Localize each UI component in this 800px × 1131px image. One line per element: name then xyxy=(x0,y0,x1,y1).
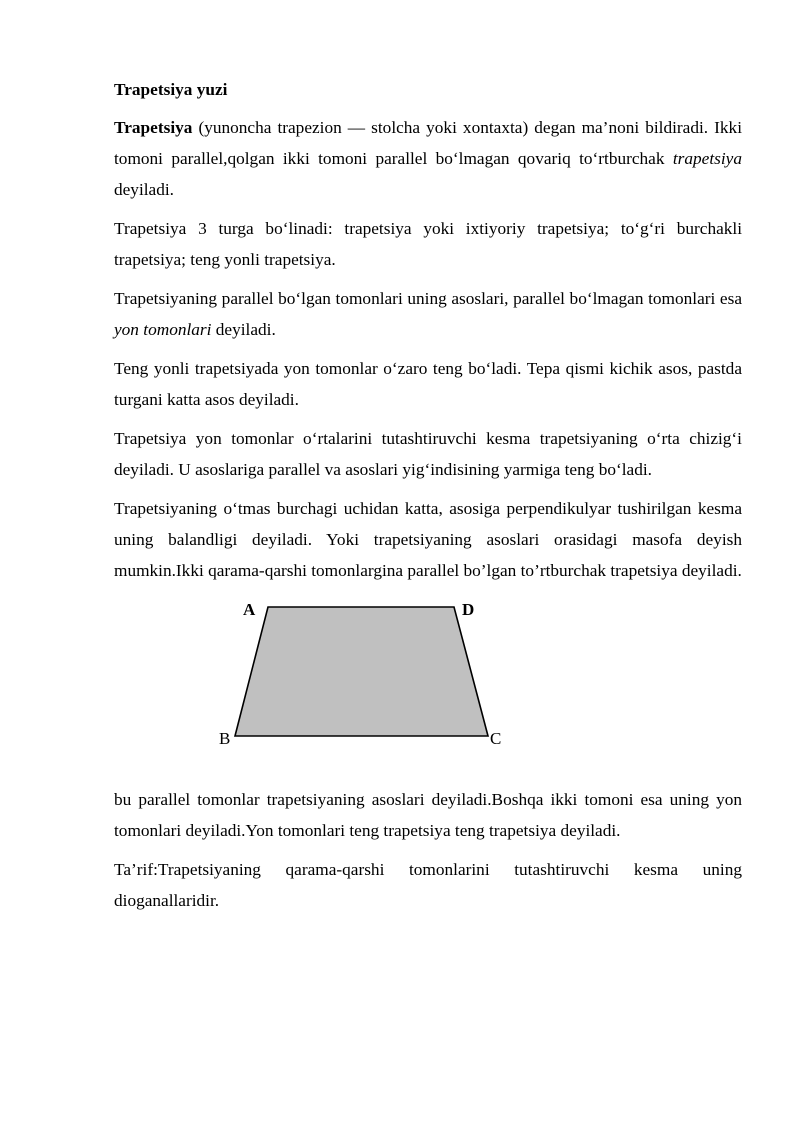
definition-text: (yunoncha trapezion — stolcha yoki xontaxta) degan ma’noni bildiradi. Ikki tomoni parallel,qolgan ikki tomoni parallel bo‘lmagan qovariq to‘rtburchak xyxy=(114,118,742,168)
italic-term-trapetsiya: trapetsiya xyxy=(672,149,742,168)
paragraph-bases: bu parallel tomonlar trapetsiyaning asoslari deyiladi.Boshqa ikki tomoni esa uning yon tomonlari deyiladi.Yon tomonlari teng trapetsiya teng trapetsiya deyiladi. xyxy=(114,790,742,840)
sides-end: deyiladi. xyxy=(211,320,276,339)
document-page xyxy=(114,74,742,924)
term-trapetsiya: Trapetsiya xyxy=(114,118,193,137)
paragraph-height: Trapetsiyaning o‘tmas burchagi uchidan katta, asosiga perpendikulyar tushirilgan kesma uning balandligi deyiladi. Yoki trapetsiyaning asoslari orasidagi masofa deyish mumkin.Ikki qarama-qarshi tomonlargina parallel bo’lgan to’rtburchak trapetsiya deyiladi. xyxy=(114,499,742,580)
document-title: Trapetsiya yuzi xyxy=(114,80,228,99)
paragraph-midline: Trapetsiya yon tomonlar o‘rtalarini tutashtiruvchi kesma trapetsiyaning o‘rta chizig‘i deyiladi. U asoslariga parallel va asoslari yig‘indisining yarmiga teng bo‘ladi. xyxy=(114,429,742,479)
trapezoid-figure xyxy=(114,594,742,784)
paragraph-definition-diagonals: Ta’rif:Trapetsiyaning qarama-qarshi tomonlarini tutashtiruvchi kesma uning dioganallaridir. xyxy=(114,860,742,910)
italic-term-yon-tomonlari: yon tomonlari xyxy=(114,320,212,339)
paragraph-types: Trapetsiya 3 turga bo‘linadi: trapetsiya yoki ixtiyoriy trapetsiya; to‘g‘ri burchakli trapetsiya; teng yonli trapetsiya. xyxy=(114,219,742,269)
vertex-label-d: D xyxy=(462,600,475,619)
paragraph-definition xyxy=(114,112,742,205)
paragraph-sides xyxy=(114,283,742,345)
sides-text: Trapetsiyaning parallel bo‘lgan tomonlari uning asoslari, parallel bo‘lmagan tomonlari esa xyxy=(114,289,742,308)
paragraph-isosceles: Teng yonli trapetsiyada yon tomonlar o‘zaro teng bo‘ladi. Tepa qismi kichik asos, pastda turgani katta asos deyiladi. xyxy=(114,359,742,409)
vertex-label-a: A xyxy=(243,600,256,619)
trapezoid-diagram xyxy=(114,594,742,784)
trapezoid-shape xyxy=(235,607,488,736)
definition-end: deyiladi. xyxy=(114,180,174,199)
vertex-label-c: C xyxy=(490,729,502,748)
vertex-label-b: B xyxy=(219,729,231,748)
